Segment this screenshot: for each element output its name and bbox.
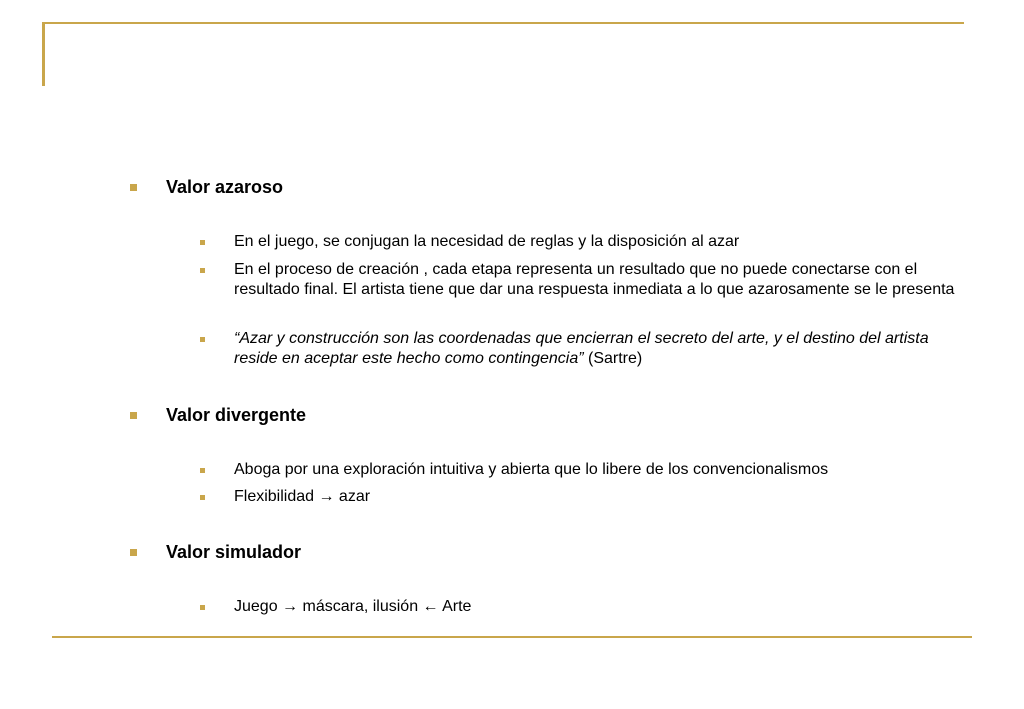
square-bullet-icon — [200, 268, 205, 273]
list-item: Aboga por una exploración intuitiva y abierta que lo libere de los convencionalismos — [234, 461, 829, 478]
square-bullet-icon — [200, 240, 205, 245]
square-bullet-icon — [200, 337, 205, 342]
list-item: Juego → máscara, ilusión ← Arte — [234, 598, 472, 615]
section-heading: Valor azaroso — [166, 177, 284, 197]
square-bullet-icon — [130, 549, 137, 556]
quote-item — [234, 329, 974, 369]
square-bullet-icon — [130, 184, 137, 191]
list-item: En el proceso de creación , cada etapa representa un resultado que no puede conectarse con el resultado final. El artista tiene que dar una respuesta inmediata a lo que azarosamente se le presenta — [234, 261, 955, 298]
square-bullet-icon — [200, 495, 205, 500]
square-bullet-icon — [200, 468, 205, 473]
quote-text: “Azar y construcción son las coordenadas que encierran el secreto del arte, y el destino del artista reside en aceptar este hecho como contingencia” — [234, 330, 929, 367]
section-heading: Valor simulador — [166, 542, 302, 562]
list-item: En el juego, se conjugan la necesidad de reglas y la disposición al azar — [234, 233, 740, 250]
list-item: Flexibilidad → azar — [234, 488, 371, 505]
square-bullet-icon — [200, 605, 205, 610]
section-heading: Valor divergente — [166, 405, 307, 425]
quote-attribution: (Sartre) — [583, 350, 643, 367]
square-bullet-icon — [130, 412, 137, 419]
